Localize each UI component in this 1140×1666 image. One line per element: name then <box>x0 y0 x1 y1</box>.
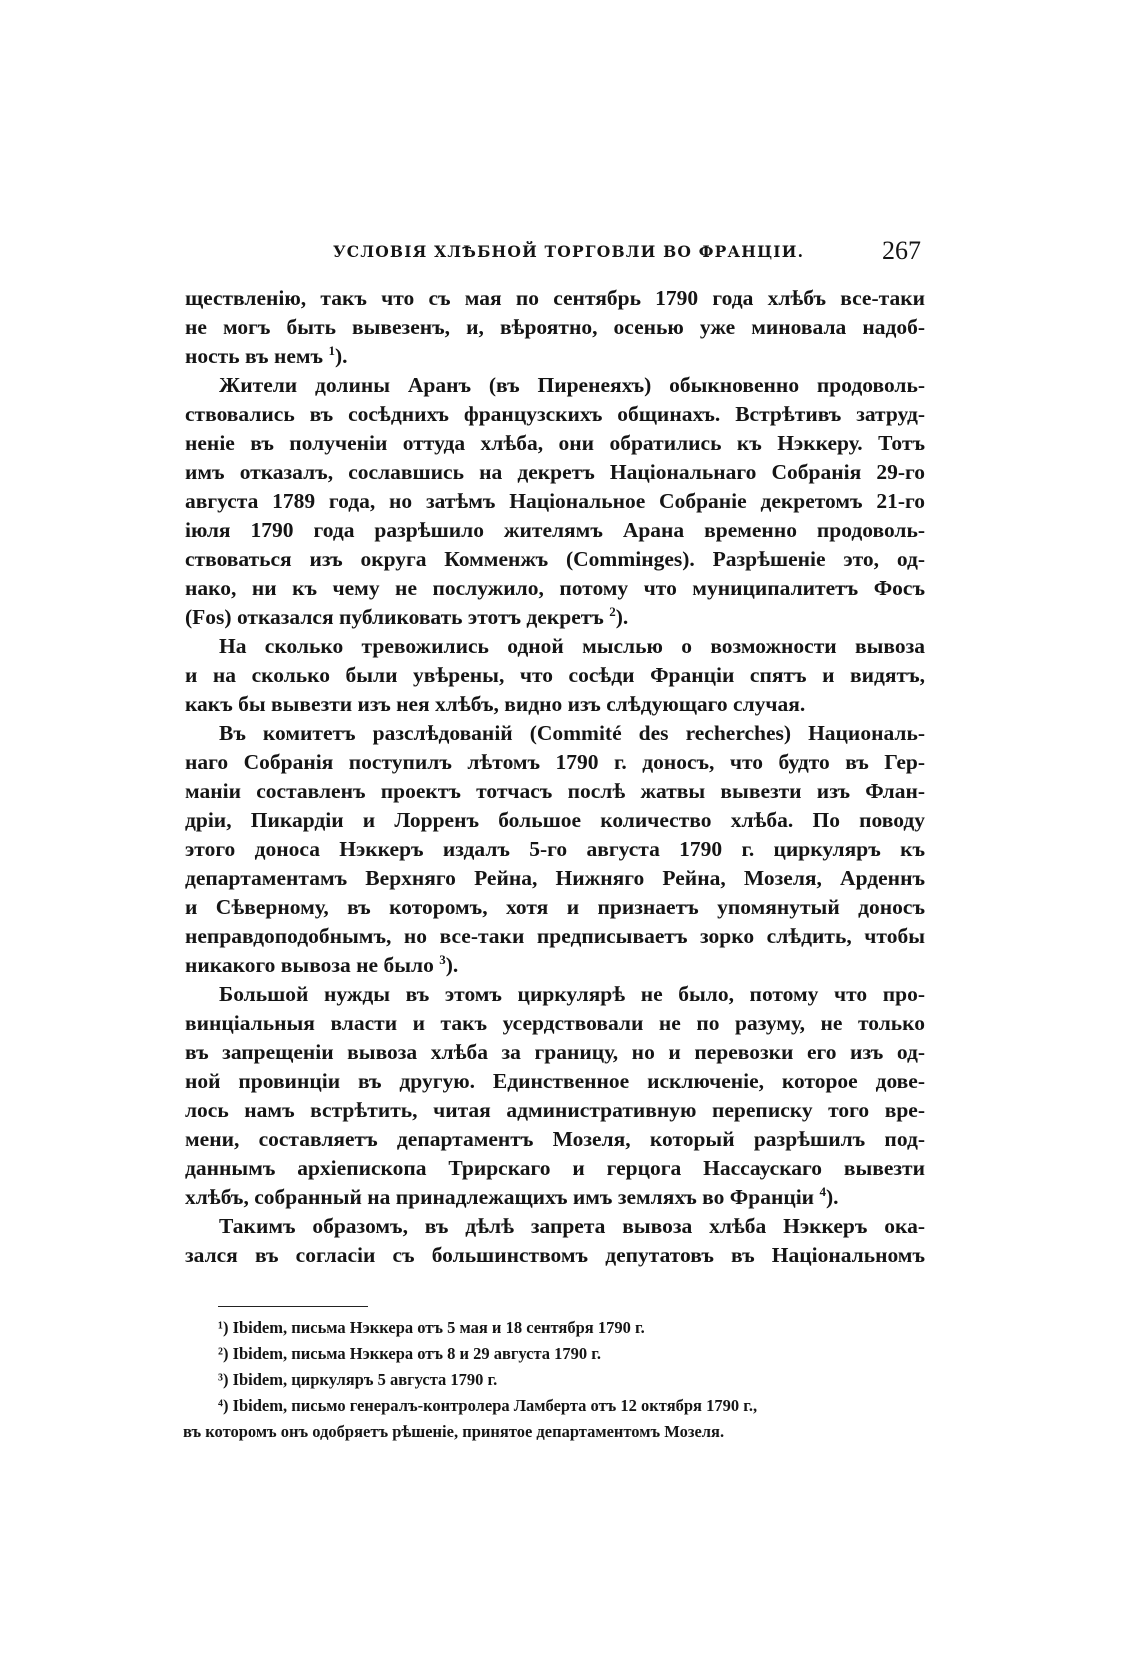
text-line: винціальныя власти и такъ усердствовали не по разуму, не только <box>185 1011 925 1035</box>
text-line: департаментамъ Верхняго Рейна, Нижняго Рейна, Мозеля, Арденнъ <box>185 866 925 890</box>
text-line-content: хлѣбъ, собранный на принадлежащихъ имъ земляхъ во Франціи <box>185 1185 815 1209</box>
text-line <box>185 951 925 980</box>
paragraph-start-line: Такимъ образомъ, въ дѣлѣ запрета вывоза хлѣба Нэккеръ ока- <box>219 1214 925 1238</box>
running-title: УСЛОВІЯ ХЛѢБНОЙ ТОРГОВЛИ ВО ФРАНЦІИ. <box>333 242 805 261</box>
page-header <box>185 238 925 268</box>
text-line: зался въ согласіи съ большинствомъ депутатовъ въ Національномъ <box>185 1243 925 1267</box>
page-number: 267 <box>882 236 921 265</box>
text-line <box>185 603 925 632</box>
text-line: дріи, Пикардіи и Лорренъ большое количество хлѣба. По поводу <box>185 808 925 832</box>
text-line: какъ бы вывезти изъ нея хлѣбъ, видно изъ слѣдующаго случая. <box>185 692 806 716</box>
footnote-ref: 2 <box>609 603 616 619</box>
footnote-4: ⁴) Ibidem, письмо генералъ-контролера Ламберта отъ 12 октября 1790 г., <box>218 1396 758 1415</box>
closing-punctuation: ). <box>445 953 459 977</box>
text-line: и Сѣверному, въ которомъ, хотя и признаетъ упомянутый доносъ <box>185 895 925 919</box>
text-line: ществленію, такъ что съ мая по сентябрь 1790 года хлѣбъ все-таки <box>185 286 925 310</box>
text-line: ной провинціи въ другую. Единственное исключеніе, которое дове- <box>185 1069 925 1093</box>
text-line: іюля 1790 года разрѣшило жителямъ Арана временно продоволь- <box>185 518 925 542</box>
text-line <box>185 1183 925 1212</box>
footnote-4-continuation: въ которомъ онъ одобряетъ рѣшеніе, принятое департаментомъ Мозеля. <box>183 1422 725 1441</box>
text-line: августа 1789 года, но затѣмъ Національное Собраніе декретомъ 21-го <box>185 489 925 513</box>
footnotes <box>183 1315 930 1445</box>
footnote-ref: 4 <box>819 1183 826 1199</box>
text-line: неніе въ полученіи оттуда хлѣба, они обратились къ Нэккеру. Тотъ <box>185 431 925 455</box>
paragraph-start-line: Большой нужды въ этомъ циркулярѣ не было, потому что про- <box>219 982 925 1006</box>
text-line: ствоваться изъ округа Комменжъ (Commінges). Разрѣшеніе это, од- <box>185 547 925 571</box>
text-line-content: никакого вывоза не было <box>185 953 434 977</box>
text-line: имъ отказалъ, сославшись на декретъ Національнаго Собранія 29-го <box>185 460 925 484</box>
footnote-3: ³) Ibidem, циркуляръ 5 августа 1790 г. <box>218 1370 498 1389</box>
paragraph-start-line: На сколько тревожились одной мыслью о возможности вывоза <box>219 634 925 658</box>
closing-punctuation: ). <box>334 344 348 368</box>
paragraph-start-line: Жители долины Аранъ (въ Пиренеяхъ) обыкновенно продоволь- <box>219 373 925 397</box>
text-line: этого доноса Нэккеръ издалъ 5-го августа 1790 г. циркуляръ къ <box>185 837 925 861</box>
closing-punctuation: ). <box>825 1185 839 1209</box>
text-line-content: (Fos) отказался публиковать этотъ декретъ <box>185 605 604 629</box>
text-line: неправдоподобнымъ, но все-таки предписываетъ зорко слѣдить, чтобы <box>185 924 925 948</box>
closing-punctuation: ). <box>615 605 629 629</box>
text-line: не могъ быть вывезенъ, и, вѣроятно, осенью уже миновала надоб- <box>185 315 925 339</box>
paragraph-start-line: Въ комитетъ разслѣдованій (Commité des recherches) Националь- <box>219 721 925 745</box>
footnote-divider <box>218 1306 368 1307</box>
text-line: въ запрещеніи вывоза хлѣба за границу, но и перевозки его изъ од- <box>185 1040 925 1064</box>
footnote-1: ¹) Ibidem, письма Нэккера отъ 5 мая и 18 сентября 1790 г. <box>218 1318 645 1337</box>
text-line: и на сколько были увѣрены, что сосѣди Франціи спятъ и видятъ, <box>185 663 925 687</box>
text-line <box>185 342 925 371</box>
text-line: мени, составляетъ департаментъ Мозеля, который разрѣшилъ под- <box>185 1127 925 1151</box>
text-line: наго Собранія поступилъ лѣтомъ 1790 г. доносъ, что будто въ Гер- <box>185 750 925 774</box>
footnote-ref: 3 <box>439 951 446 967</box>
text-line-content: ность въ немъ <box>185 344 324 368</box>
text-line: нако, ни къ чему не послужило, потому что муниципалитетъ Фосъ <box>185 576 925 600</box>
text-line: маніи составленъ проектъ тотчасъ послѣ жатвы вывезти изъ Флан- <box>185 779 925 803</box>
body-text <box>185 284 925 1270</box>
footnote-2: ²) Ibidem, письма Нэккера отъ 8 и 29 августа 1790 г. <box>218 1344 602 1363</box>
text-line: лось намъ встрѣтить, читая административную переписку того вре- <box>185 1098 925 1122</box>
text-line: даннымъ архіепископа Трирскаго и герцога Нассаускаго вывезти <box>185 1156 925 1180</box>
text-line: ствовались въ сосѣднихъ французскихъ общинахъ. Встрѣтивъ затруд- <box>185 402 925 426</box>
footnote-ref: 1 <box>328 342 335 358</box>
